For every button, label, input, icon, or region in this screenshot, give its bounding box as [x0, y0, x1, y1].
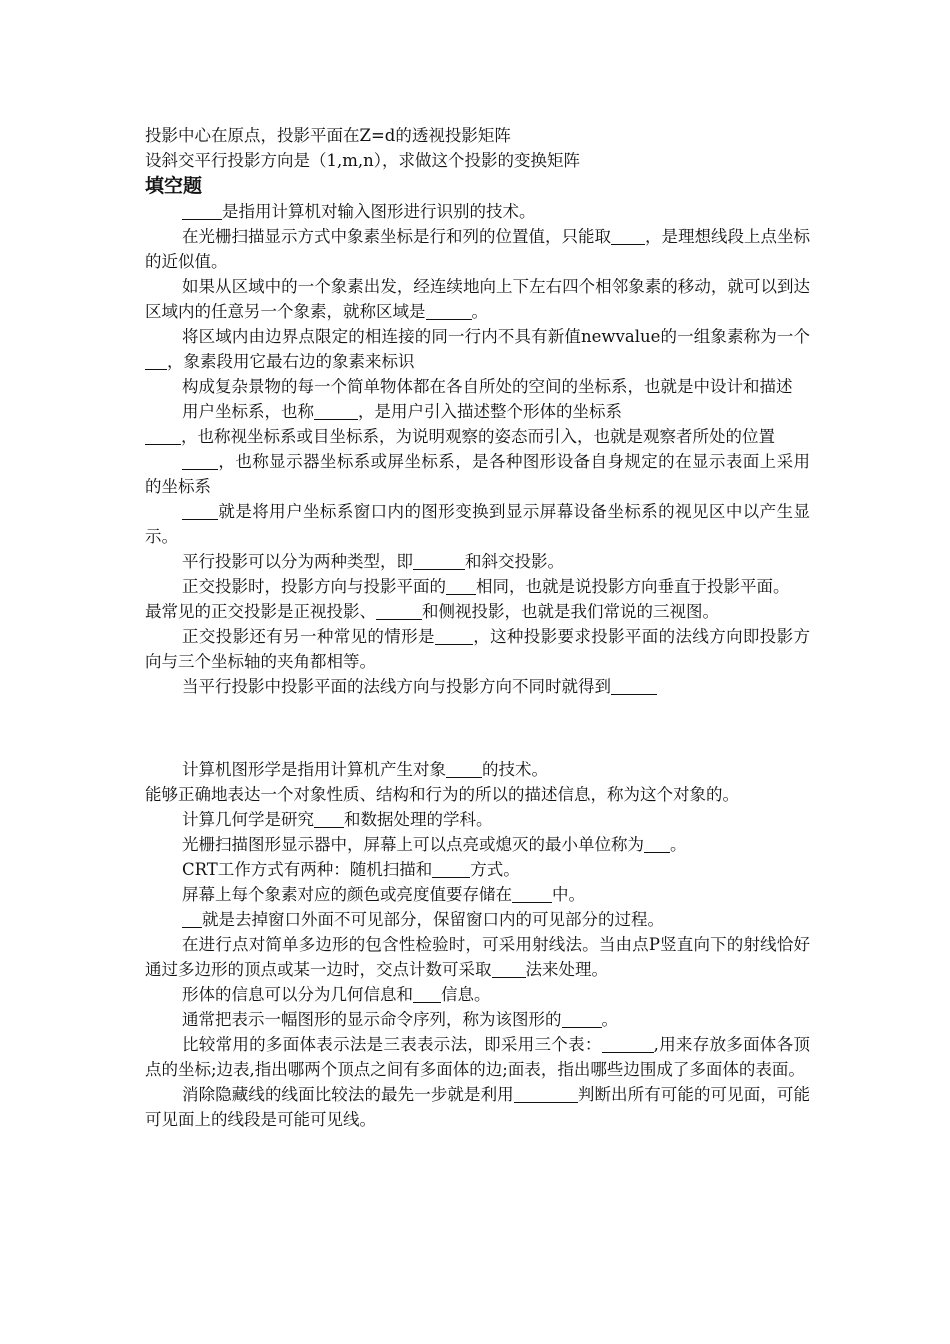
answer-blank: [182, 503, 218, 521]
answer-blank: [602, 1036, 654, 1054]
answer-blank: [145, 353, 167, 371]
question-paragraph: [145, 148, 810, 173]
question-paragraph: [145, 932, 810, 982]
question-paragraph: [145, 1082, 810, 1132]
section-heading: [145, 173, 810, 199]
question-paragraph: [145, 449, 810, 499]
answer-blank: [514, 1086, 578, 1104]
paragraph-text: 和数据处理的学科。: [344, 810, 493, 829]
paragraph-text: 正交投影时，投影方向与投影平面的: [182, 577, 446, 596]
paragraph-text: 将区域内由边界点限定的相连接的同一行内不具有新值newvalue的一组象素称为一个: [182, 327, 810, 346]
answer-blank: [413, 986, 441, 1004]
paragraph-text: 形体的信息可以分为几何信息和: [182, 985, 413, 1004]
question-paragraph: [145, 907, 810, 932]
answer-blank: [182, 203, 222, 221]
paragraph-text: ，是理想线段上点坐标的近似值。: [145, 227, 810, 271]
question-paragraph: [145, 757, 810, 782]
paragraph-text: 如果从区域中的一个象素出发，经连续地向上下左右四个相邻象素的移动，就可以到达区域内的任意另一个象素，就称区域是: [145, 277, 810, 321]
question-paragraph: [145, 549, 810, 574]
paragraph-text: 屏幕上每个象素对应的颜色或亮度值要存储在: [182, 885, 512, 904]
paragraph-text: 就是将用户坐标系窗口内的图形变换到显示屏幕设备坐标系的视见区中以产生显示。: [145, 502, 810, 546]
paragraph-text: 。: [601, 1010, 618, 1029]
paragraph-text: 和侧视投影，也就是我们常说的三视图。: [422, 602, 719, 621]
paragraph-text: 光栅扫描图形显示器中，屏幕上可以点亮或熄灭的最小单位称为: [182, 835, 644, 854]
question-paragraph: [145, 674, 810, 699]
paragraph-text: 方式。: [470, 860, 520, 879]
answer-blank: [314, 403, 358, 421]
paragraph-text: ，象素段用它最右边的象素来标识: [167, 352, 415, 371]
answer-blank: [376, 603, 422, 621]
paragraph-text: ,用来存放多面体各顶点的坐标;边表,指出哪两个顶点之间有多面体的边;面表，指出哪些边围成了多面体的表面。: [145, 1035, 810, 1079]
question-paragraph: [145, 123, 810, 148]
paragraph-text: 判断出所有可能的可见面，可能可见面上的线段是可能可见线。: [145, 1085, 811, 1129]
question-paragraph: [145, 982, 810, 1007]
answer-blank: [182, 911, 202, 929]
paragraph-text: 比较常用的多面体表示法是三表表示法，即采用三个表：: [182, 1035, 602, 1054]
answer-blank: [426, 303, 472, 321]
answer-blank: [182, 453, 218, 471]
paragraph-text: CRT工作方式有两种：随机扫描和: [182, 860, 433, 879]
question-paragraph: [145, 882, 810, 907]
question-paragraph: [145, 807, 810, 832]
paragraph-text: 中。: [552, 885, 585, 904]
answer-blank: [611, 678, 657, 696]
answer-blank: [145, 428, 181, 446]
question-paragraph: [145, 399, 810, 424]
question-paragraph: [145, 274, 810, 324]
paragraph-text: 投影中心在原点，投影平面在Z=d的透视投影矩阵: [145, 126, 511, 145]
answer-blank: [435, 628, 473, 646]
answer-blank: [314, 811, 344, 829]
question-paragraph: [145, 499, 810, 549]
question-paragraph: [145, 599, 810, 624]
question-paragraph: [145, 1007, 810, 1032]
paragraph-text: ，这种投影要求投影平面的法线方向即投影方向与三个坐标轴的夹角都相等。: [145, 627, 811, 671]
paragraph-text: 信息。: [441, 985, 491, 1004]
paragraph-text: 能够正确地表达一个对象性质、结构和行为的所以的描述信息，称为这个对象的。: [145, 785, 739, 804]
paragraph-text: 和斜交投影。: [465, 552, 564, 571]
question-paragraph: [145, 324, 810, 374]
question-paragraph: [145, 374, 810, 399]
question-paragraph: [145, 1032, 810, 1082]
answer-blank: [446, 578, 476, 596]
paragraph-text: ，是用户引入描述整个形体的坐标系: [358, 402, 622, 421]
question-paragraph: [145, 782, 810, 807]
paragraph-text: 最常见的正交投影是正视投影、: [145, 602, 376, 621]
answer-blank: [492, 961, 526, 979]
question-paragraph: [145, 574, 810, 599]
paragraph-text: 构成复杂景物的每一个简单物体都在各自所处的空间的坐标系，也就是中设计和描述: [182, 377, 793, 396]
question-paragraph: [145, 857, 810, 882]
paragraph-text: 在光栅扫描显示方式中象素坐标是行和列的位置值，只能取: [182, 227, 611, 246]
paragraph-text: 消除隐藏线的线面比较法的最先一步就是利用: [182, 1085, 514, 1104]
paragraph-text: 在进行点对简单多边形的包含性检验时，可采用射线法。当由点P竖直向下的射线恰好通过多边形的顶点或某一边时，交点计数可采取: [145, 935, 810, 979]
answer-blank: [446, 761, 482, 779]
question-paragraph: [145, 624, 810, 674]
answer-blank: [432, 861, 470, 879]
answer-blank: [611, 228, 645, 246]
paragraph-text: 法来处理。: [525, 960, 608, 979]
paragraph-text: 通常把表示一幅图形的显示命令序列，称为该图形的: [182, 1010, 562, 1029]
question-paragraph: [145, 832, 810, 857]
paragraph-text: 就是去掉窗口外面不可见部分，保留窗口内的可见部分的过程。: [202, 910, 664, 929]
paragraph-text: 是指用计算机对输入图形进行识别的技术。: [222, 202, 536, 221]
paragraph-text: 当平行投影中投影平面的法线方向与投影方向不同时就得到: [182, 677, 611, 696]
paragraph-text: 正交投影还有另一种常见的情形是: [182, 627, 435, 646]
question-paragraph: [145, 224, 810, 274]
paragraph-text: 相同，也就是说投影方向垂直于投影平面。: [476, 577, 790, 596]
paragraph-text: 填空题: [145, 175, 203, 197]
answer-blank: [512, 886, 552, 904]
document-body: [145, 123, 810, 1132]
paragraph-text: 平行投影可以分为两种类型，即: [182, 552, 413, 571]
paragraph-text: 用户坐标系，也称: [182, 402, 314, 421]
paragraph-text: ，也称视坐标系或目坐标系，为说明观察的姿态而引入，也就是观察者所处的位置: [181, 427, 775, 446]
paragraph-text: ，也称显示器坐标系或屏坐标系，是各种图形设备自身规定的在显示表面上采用的坐标系: [145, 452, 810, 496]
paragraph-text: 。: [471, 302, 488, 321]
answer-blank: [562, 1011, 602, 1029]
blank-line: [145, 716, 810, 741]
answer-blank: [644, 836, 670, 854]
question-paragraph: [145, 424, 810, 449]
paragraph-text: 。: [670, 835, 687, 854]
paragraph-text: 的技术。: [482, 760, 548, 779]
paragraph-text: 计算机图形学是指用计算机产生对象: [182, 760, 446, 779]
paragraph-text: 设斜交平行投影方向是（1,m,n），求做这个投影的变换矩阵: [145, 151, 581, 170]
paragraph-text: 计算几何学是研究: [182, 810, 314, 829]
answer-blank: [413, 553, 465, 571]
question-paragraph: [145, 199, 810, 224]
